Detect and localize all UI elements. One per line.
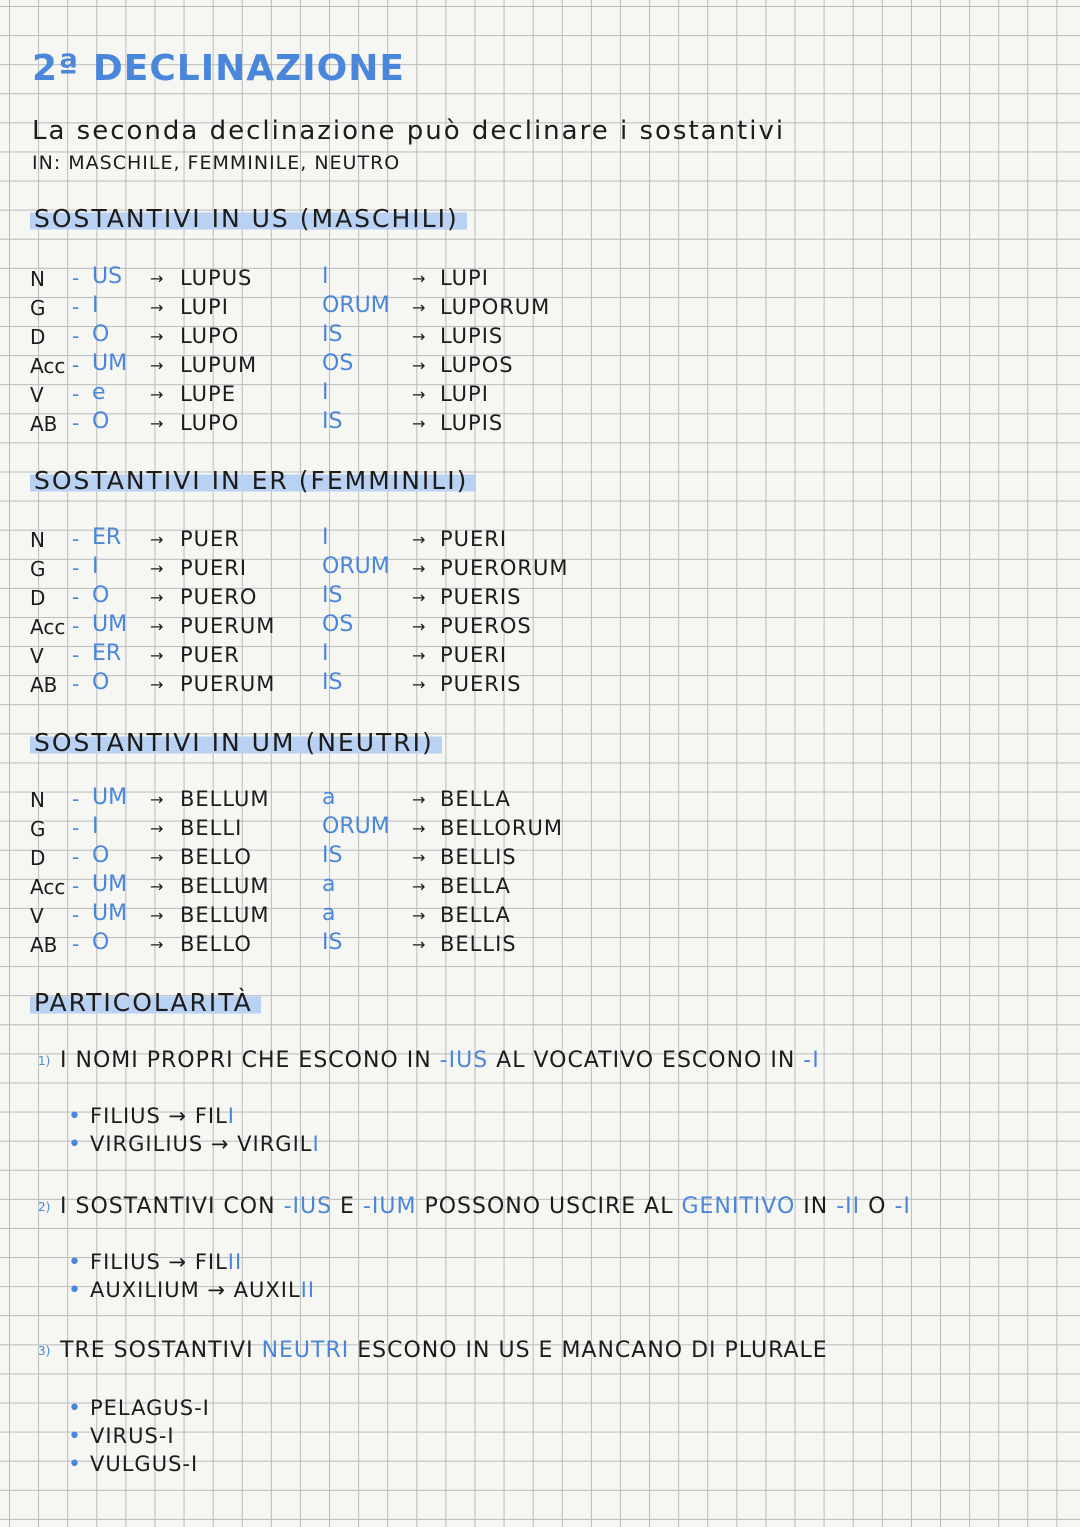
- plural-form: LUPI: [440, 266, 489, 290]
- plural-ending: ORUM: [322, 293, 390, 318]
- case-label: N: [30, 528, 45, 552]
- intro-line-1: La seconda declinazione può declinare i sostantivi: [32, 116, 786, 146]
- example-item: [90, 1278, 315, 1302]
- singular-ending: O: [92, 409, 110, 434]
- plural-ending: I: [322, 525, 329, 550]
- arrow-icon: →: [412, 530, 426, 549]
- example-base: PELAGUS-I: [90, 1396, 210, 1420]
- plural-ending: I: [322, 380, 329, 405]
- arrow-icon: →: [150, 327, 164, 346]
- arrow-icon: →: [412, 298, 426, 317]
- bullet-icon: •: [68, 1250, 81, 1275]
- arrow-icon: →: [150, 819, 164, 838]
- plural-form: BELLORUM: [440, 816, 563, 840]
- arrow-icon: →: [150, 617, 164, 636]
- highlighted-term: -II: [836, 1194, 861, 1219]
- plural-form: BELLIS: [440, 845, 517, 869]
- rule-number: 2): [38, 1200, 51, 1214]
- plural-form: LUPI: [440, 382, 489, 406]
- example-base: VIRUS-I: [90, 1424, 175, 1448]
- dash-separator: -: [72, 903, 80, 927]
- bullet-icon: •: [68, 1424, 81, 1449]
- example-base: FILIUS → FIL: [90, 1104, 228, 1128]
- rule-fragment: TRE SOSTANTIVI: [60, 1338, 262, 1363]
- plural-ending: IS: [322, 322, 343, 347]
- rule-fragment: POSSONO USCIRE AL: [416, 1194, 682, 1219]
- dash-separator: -: [72, 643, 80, 667]
- rule-fragment: I SOSTANTIVI CON: [60, 1194, 284, 1219]
- case-label: G: [30, 817, 46, 841]
- arrow-icon: →: [412, 617, 426, 636]
- case-label: V: [30, 644, 44, 668]
- singular-form: BELLO: [180, 845, 252, 869]
- example-ending: I: [227, 1104, 235, 1128]
- plural-ending: OS: [322, 351, 354, 376]
- example-item: [90, 1104, 235, 1128]
- dash-separator: -: [72, 324, 80, 348]
- dash-separator: -: [72, 411, 80, 435]
- plural-ending: a: [322, 901, 336, 926]
- singular-form: PUERUM: [180, 614, 276, 638]
- arrow-icon: →: [412, 559, 426, 578]
- singular-form: BELLUM: [180, 787, 270, 811]
- dash-separator: -: [72, 672, 80, 696]
- singular-form: PUER: [180, 527, 240, 551]
- plural-ending: IS: [322, 930, 343, 955]
- rule-fragment: IN: [795, 1194, 837, 1219]
- arrow-icon: →: [150, 530, 164, 549]
- arrow-icon: →: [412, 935, 426, 954]
- arrow-icon: →: [150, 790, 164, 809]
- arrow-icon: →: [150, 588, 164, 607]
- plural-form: BELLA: [440, 903, 511, 927]
- singular-ending: O: [92, 930, 110, 955]
- singular-ending: O: [92, 583, 110, 608]
- singular-form: BELLO: [180, 932, 252, 956]
- plural-ending: I: [322, 264, 329, 289]
- case-label: AB: [30, 412, 58, 436]
- arrow-icon: →: [150, 848, 164, 867]
- example-item: [90, 1132, 320, 1156]
- plural-form: BELLA: [440, 874, 511, 898]
- arrow-icon: →: [412, 588, 426, 607]
- dash-separator: -: [72, 382, 80, 406]
- dash-separator: -: [72, 614, 80, 638]
- section-heading: SOSTANTIVI IN US (MASCHILI): [30, 204, 467, 233]
- plural-ending: IS: [322, 583, 343, 608]
- arrow-icon: →: [412, 675, 426, 694]
- singular-ending: e: [92, 380, 106, 405]
- plural-form: PUERIS: [440, 585, 522, 609]
- dash-separator: -: [72, 266, 80, 290]
- plural-ending: ORUM: [322, 814, 390, 839]
- singular-form: PUER: [180, 643, 240, 667]
- rule-number: 1): [38, 1054, 51, 1068]
- highlighted-term: -I: [803, 1048, 820, 1073]
- arrow-icon: →: [412, 790, 426, 809]
- bullet-icon: •: [68, 1104, 81, 1129]
- rule-text: [60, 1194, 911, 1219]
- example-base: VIRGILIUS → VIRGIL: [90, 1132, 313, 1156]
- singular-ending: ER: [92, 641, 122, 666]
- singular-form: BELLI: [180, 816, 243, 840]
- arrow-icon: →: [412, 646, 426, 665]
- plural-form: PUERORUM: [440, 556, 569, 580]
- plural-form: PUERI: [440, 643, 508, 667]
- example-ending: II: [300, 1278, 316, 1302]
- singular-form: BELLUM: [180, 903, 270, 927]
- dash-separator: -: [72, 816, 80, 840]
- plural-ending: a: [322, 872, 336, 897]
- singular-ending: UM: [92, 612, 128, 637]
- case-label: Acc: [30, 354, 66, 378]
- dash-separator: -: [72, 787, 80, 811]
- example-base: AUXILIUM → AUXIL: [90, 1278, 301, 1302]
- dash-separator: -: [72, 845, 80, 869]
- arrow-icon: →: [150, 269, 164, 288]
- plural-form: LUPORUM: [440, 295, 551, 319]
- case-label: G: [30, 557, 46, 581]
- arrow-icon: →: [150, 935, 164, 954]
- case-label: D: [30, 846, 46, 870]
- case-label: G: [30, 296, 46, 320]
- plural-form: PUERI: [440, 527, 508, 551]
- example-ending: II: [227, 1250, 243, 1274]
- singular-ending: I: [92, 293, 99, 318]
- arrow-icon: →: [412, 327, 426, 346]
- example-item: [90, 1250, 242, 1274]
- plural-form: LUPIS: [440, 324, 504, 348]
- highlighted-term: -IUM: [362, 1194, 417, 1219]
- highlighted-term: -IUS: [283, 1194, 333, 1219]
- singular-ending: UM: [92, 872, 128, 897]
- arrow-icon: →: [150, 675, 164, 694]
- example-base: FILIUS → FIL: [90, 1250, 228, 1274]
- arrow-icon: →: [412, 877, 426, 896]
- example-base: VULGUS-I: [90, 1452, 199, 1476]
- arrow-icon: →: [150, 646, 164, 665]
- singular-ending: O: [92, 843, 110, 868]
- case-label: AB: [30, 933, 58, 957]
- arrow-icon: →: [412, 356, 426, 375]
- section-heading: SOSTANTIVI IN UM (NEUTRI): [30, 728, 442, 757]
- rule-fragment: AL VOCATIVO ESCONO IN: [488, 1048, 804, 1073]
- rule-text: [60, 1338, 828, 1363]
- case-label: N: [30, 788, 45, 812]
- example-item: [90, 1424, 175, 1448]
- case-label: D: [30, 586, 46, 610]
- rule-fragment: O: [860, 1194, 895, 1219]
- plural-ending: IS: [322, 409, 343, 434]
- rule-fragment: I NOMI PROPRI CHE ESCONO IN: [60, 1048, 440, 1073]
- rule-text: [60, 1048, 820, 1073]
- plural-ending: OS: [322, 612, 354, 637]
- highlighted-term: -IUS: [439, 1048, 489, 1073]
- plural-ending: I: [322, 641, 329, 666]
- plural-form: BELLIS: [440, 932, 517, 956]
- singular-form: LUPUS: [180, 266, 253, 290]
- page-title: 2ª DECLINAZIONE: [32, 48, 405, 89]
- case-label: AB: [30, 673, 58, 697]
- rule-fragment: ESCONO IN US E MANCANO DI PLURALE: [349, 1338, 828, 1363]
- arrow-icon: →: [412, 414, 426, 433]
- plural-ending: IS: [322, 670, 343, 695]
- plural-form: PUEROS: [440, 614, 532, 638]
- bullet-icon: •: [68, 1396, 81, 1421]
- section-heading: SOSTANTIVI IN ER (FEMMINILI): [30, 466, 476, 495]
- intro-line-2: IN: MASCHILE, FEMMINILE, NEUTRO: [32, 152, 401, 174]
- case-label: V: [30, 904, 44, 928]
- highlighted-term: GENITIVO: [681, 1194, 796, 1219]
- dash-separator: -: [72, 353, 80, 377]
- plural-ending: IS: [322, 843, 343, 868]
- plural-form: PUERIS: [440, 672, 522, 696]
- dash-separator: -: [72, 295, 80, 319]
- arrow-icon: →: [150, 414, 164, 433]
- singular-form: LUPE: [180, 382, 236, 406]
- singular-ending: ER: [92, 525, 122, 550]
- case-label: N: [30, 267, 45, 291]
- case-label: V: [30, 383, 44, 407]
- case-label: Acc: [30, 615, 66, 639]
- singular-ending: UM: [92, 351, 128, 376]
- singular-form: BELLUM: [180, 874, 270, 898]
- singular-ending: I: [92, 554, 99, 579]
- arrow-icon: →: [150, 298, 164, 317]
- singular-form: PUERI: [180, 556, 248, 580]
- arrow-icon: →: [412, 819, 426, 838]
- singular-ending: O: [92, 670, 110, 695]
- rule-fragment: E: [332, 1194, 363, 1219]
- section-heading: PARTICOLARITÀ: [30, 988, 261, 1017]
- arrow-icon: →: [150, 877, 164, 896]
- dash-separator: -: [72, 556, 80, 580]
- singular-form: LUPUM: [180, 353, 258, 377]
- bullet-icon: •: [68, 1452, 81, 1477]
- singular-ending: UM: [92, 901, 128, 926]
- plural-ending: ORUM: [322, 554, 390, 579]
- dash-separator: -: [72, 585, 80, 609]
- singular-form: LUPO: [180, 324, 240, 348]
- arrow-icon: →: [412, 906, 426, 925]
- singular-form: PUERUM: [180, 672, 276, 696]
- singular-form: LUPO: [180, 411, 240, 435]
- bullet-icon: •: [68, 1132, 81, 1157]
- singular-ending: O: [92, 322, 110, 347]
- dash-separator: -: [72, 932, 80, 956]
- arrow-icon: →: [150, 559, 164, 578]
- arrow-icon: →: [412, 385, 426, 404]
- highlighted-term: -I: [894, 1194, 911, 1219]
- case-label: D: [30, 325, 46, 349]
- dash-separator: -: [72, 527, 80, 551]
- example-ending: I: [312, 1132, 320, 1156]
- arrow-icon: →: [150, 385, 164, 404]
- example-item: [90, 1396, 210, 1420]
- singular-form: LUPI: [180, 295, 229, 319]
- bullet-icon: •: [68, 1278, 81, 1303]
- arrow-icon: →: [150, 356, 164, 375]
- plural-form: LUPOS: [440, 353, 514, 377]
- arrow-icon: →: [412, 848, 426, 867]
- highlighted-term: NEUTRI: [261, 1338, 350, 1363]
- dash-separator: -: [72, 874, 80, 898]
- singular-ending: US: [92, 264, 123, 289]
- plural-ending: a: [322, 785, 336, 810]
- plural-form: BELLA: [440, 787, 511, 811]
- arrow-icon: →: [150, 906, 164, 925]
- singular-ending: I: [92, 814, 99, 839]
- case-label: Acc: [30, 875, 66, 899]
- plural-form: LUPIS: [440, 411, 504, 435]
- singular-ending: UM: [92, 785, 128, 810]
- example-item: [90, 1452, 198, 1476]
- rule-number: 3): [38, 1344, 51, 1358]
- singular-form: PUERO: [180, 585, 258, 609]
- arrow-icon: →: [412, 269, 426, 288]
